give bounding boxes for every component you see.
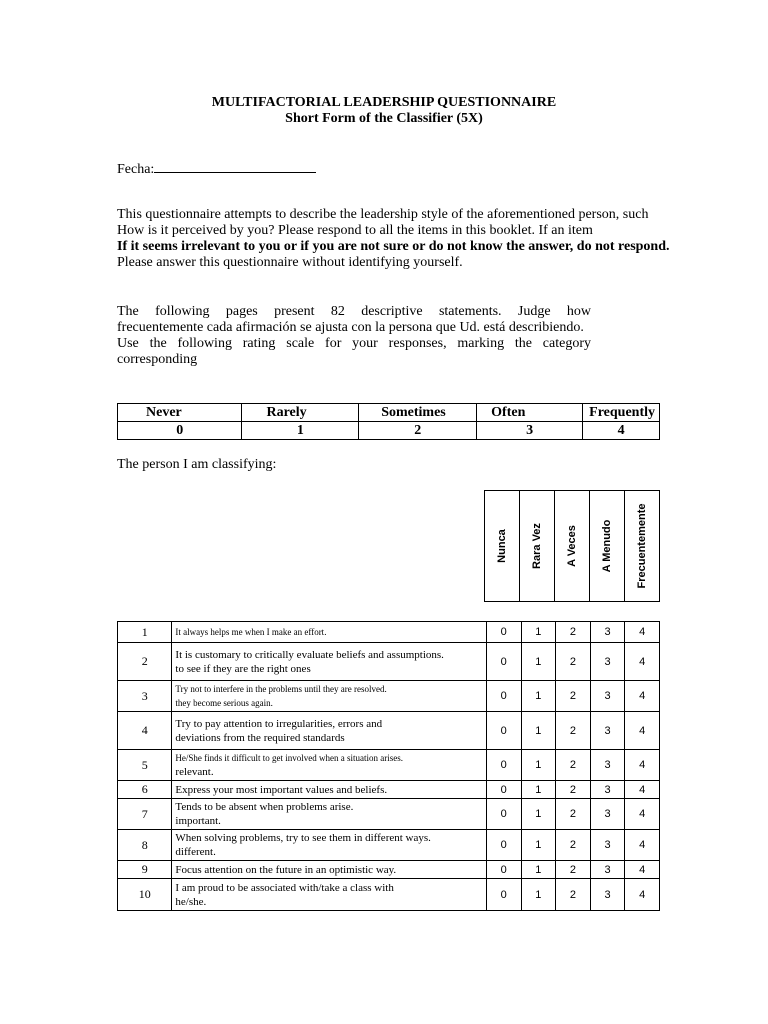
scale-label: Never: [118, 404, 242, 422]
page-subtitle: Short Form of the Classifier (5X): [285, 111, 483, 126]
score-option[interactable]: 1: [521, 781, 556, 799]
intro-paragraph: [117, 207, 677, 271]
instructions-line: Use the following rating scale for your responses, marking the category: [117, 336, 591, 351]
table-row: [118, 622, 660, 643]
item-number: 5: [118, 750, 172, 781]
column-header-label: Rara Vez: [531, 523, 543, 569]
item-text: [172, 643, 487, 681]
rating-scale-table: [117, 403, 660, 440]
table-row: [118, 750, 660, 781]
score-option[interactable]: 1: [521, 681, 556, 712]
item-text-line: important.: [175, 815, 221, 827]
intro-line: Please answer this questionnaire without identifying yourself.: [117, 255, 463, 270]
scale-value: 1: [242, 422, 359, 440]
scale-label: Sometimes: [359, 404, 477, 422]
item-text-line: deviations from the required standards: [175, 731, 345, 744]
item-text: [172, 830, 487, 861]
score-option[interactable]: 2: [556, 681, 591, 712]
score-option[interactable]: 1: [521, 879, 556, 911]
table-row: [118, 830, 660, 861]
column-header-frecuentemente: [624, 490, 660, 602]
item-text-line: different.: [175, 846, 216, 858]
date-label: Fecha:: [117, 162, 155, 177]
item-number: 7: [118, 799, 172, 830]
score-option[interactable]: 4: [625, 879, 660, 911]
column-header-a-veces: [554, 490, 590, 602]
item-number: 4: [118, 712, 172, 750]
item-text-line: he/she.: [175, 895, 207, 908]
item-text-line: It is customary to critically evaluate beliefs and assumptions.: [175, 648, 444, 661]
score-option[interactable]: 0: [486, 879, 521, 911]
page-title: MULTIFACTORIAL LEADERSHIP QUESTIONNAIRE: [211, 95, 557, 110]
table-row: [118, 861, 660, 879]
item-text: [172, 861, 487, 879]
intro-line: How is it perceived by you? Please respond to all the items in this booklet. If an item: [117, 223, 593, 238]
score-option[interactable]: 2: [556, 622, 591, 643]
item-text: [172, 712, 487, 750]
score-option[interactable]: 2: [556, 712, 591, 750]
item-text-line: Tends to be absent when problems arise.: [175, 801, 354, 813]
score-option[interactable]: 4: [625, 712, 660, 750]
table-row: [118, 799, 660, 830]
item-number: 3: [118, 681, 172, 712]
score-option[interactable]: 2: [556, 750, 591, 781]
scale-labels-row: [118, 404, 660, 422]
item-text-line: they become serious again.: [175, 698, 273, 708]
item-number: 6: [118, 781, 172, 799]
item-number: 9: [118, 861, 172, 879]
scale-values-row: [118, 422, 660, 440]
column-header-rara-vez: [519, 490, 555, 602]
instructions-paragraph: [117, 304, 591, 368]
score-option[interactable]: 0: [486, 861, 521, 879]
scale-value: 2: [359, 422, 477, 440]
scale-label: Rarely: [242, 404, 359, 422]
item-text-line: Try not to interfere in the problems until they are resolved.: [175, 684, 387, 694]
score-option[interactable]: 0: [486, 750, 521, 781]
score-option[interactable]: 2: [556, 799, 591, 830]
score-option[interactable]: 3: [590, 830, 625, 861]
table-row: [118, 781, 660, 799]
score-option[interactable]: 1: [521, 861, 556, 879]
instructions-line: frecuentemente cada afirmación se ajusta con la persona que Ud. está describiendo.: [117, 320, 584, 335]
items-table: [117, 621, 660, 911]
score-option[interactable]: 4: [625, 781, 660, 799]
item-number: 10: [118, 879, 172, 911]
instructions-line: The following pages present 82 descriptive statements. Judge how: [117, 304, 591, 319]
score-option[interactable]: 2: [556, 861, 591, 879]
table-row: [118, 681, 660, 712]
item-text-line: Try to pay attention to irregularities, errors and: [175, 717, 383, 730]
item-text: [172, 799, 487, 830]
score-option[interactable]: 1: [521, 622, 556, 643]
item-text: [172, 781, 487, 799]
score-option[interactable]: 4: [625, 750, 660, 781]
score-option[interactable]: 0: [486, 622, 521, 643]
column-header-nunca: [484, 490, 520, 602]
score-option[interactable]: 3: [590, 622, 625, 643]
score-option[interactable]: 0: [486, 781, 521, 799]
score-option[interactable]: 3: [590, 712, 625, 750]
item-number: 8: [118, 830, 172, 861]
intro-bold-line: If it seems irrelevant to you or if you are not sure or do not know the answer, do not respond.: [117, 239, 670, 254]
score-option[interactable]: 4: [625, 861, 660, 879]
column-header-label: A Menudo: [601, 519, 613, 573]
score-option[interactable]: 3: [590, 750, 625, 781]
score-option[interactable]: 3: [590, 781, 625, 799]
scale-label: Frequently: [583, 404, 660, 422]
item-text-line: Focus attention on the future in an optimistic way.: [175, 863, 397, 876]
score-option[interactable]: 3: [590, 799, 625, 830]
score-option[interactable]: 1: [521, 799, 556, 830]
item-text-line: It always helps me when I make an effort.: [175, 627, 327, 637]
intro-line: This questionnaire attempts to describe the leadership style of the aforementioned person, such: [117, 207, 649, 222]
score-option[interactable]: 2: [556, 879, 591, 911]
score-option[interactable]: 3: [590, 861, 625, 879]
scale-value: 3: [477, 422, 583, 440]
item-text-line: to see if they are the right ones: [175, 662, 311, 675]
score-option[interactable]: 4: [625, 622, 660, 643]
score-option[interactable]: 0: [486, 830, 521, 861]
item-text: [172, 879, 487, 911]
column-header-a-menudo: [589, 490, 625, 602]
score-option[interactable]: 4: [625, 681, 660, 712]
score-option[interactable]: 1: [521, 750, 556, 781]
instructions-line: corresponding: [117, 352, 198, 367]
item-text-line: I am proud to be associated with/take a class with: [175, 881, 394, 894]
scale-label: Often: [477, 404, 583, 422]
date-field[interactable]: [117, 160, 316, 178]
table-row: [118, 712, 660, 750]
item-text: [172, 750, 487, 781]
person-label: The person I am classifying:: [117, 457, 277, 472]
score-option[interactable]: 0: [486, 681, 521, 712]
score-option[interactable]: 4: [625, 799, 660, 830]
column-header-label: A Veces: [566, 525, 578, 567]
item-number: 1: [118, 622, 172, 643]
score-option[interactable]: 2: [556, 830, 591, 861]
score-option[interactable]: 4: [625, 643, 660, 681]
item-number: 2: [118, 643, 172, 681]
score-option[interactable]: 2: [556, 781, 591, 799]
item-text: [172, 681, 487, 712]
table-row: [118, 643, 660, 681]
score-option[interactable]: 0: [486, 712, 521, 750]
score-option[interactable]: 3: [590, 879, 625, 911]
score-option[interactable]: 2: [556, 643, 591, 681]
score-option[interactable]: 0: [486, 643, 521, 681]
score-option[interactable]: 3: [590, 643, 625, 681]
score-option[interactable]: 0: [486, 799, 521, 830]
item-text-line: He/She finds it difficult to get involved when a situation arises.: [175, 753, 403, 763]
scale-value: 4: [583, 422, 660, 440]
date-blank-line[interactable]: [154, 160, 316, 173]
column-header-label: Nunca: [496, 529, 508, 563]
score-option[interactable]: 1: [521, 712, 556, 750]
score-option[interactable]: 1: [521, 830, 556, 861]
item-text-line: relevant.: [175, 766, 214, 778]
scale-value: 0: [118, 422, 242, 440]
table-row: [118, 879, 660, 911]
item-text-line: Express your most important values and beliefs.: [175, 783, 388, 796]
item-text-line: When solving problems, try to see them in different ways.: [175, 832, 431, 844]
score-option[interactable]: 1: [521, 643, 556, 681]
score-option[interactable]: 3: [590, 681, 625, 712]
item-text: [172, 622, 487, 643]
column-header-label: Frecuentemente: [636, 503, 648, 589]
score-option[interactable]: 4: [625, 830, 660, 861]
